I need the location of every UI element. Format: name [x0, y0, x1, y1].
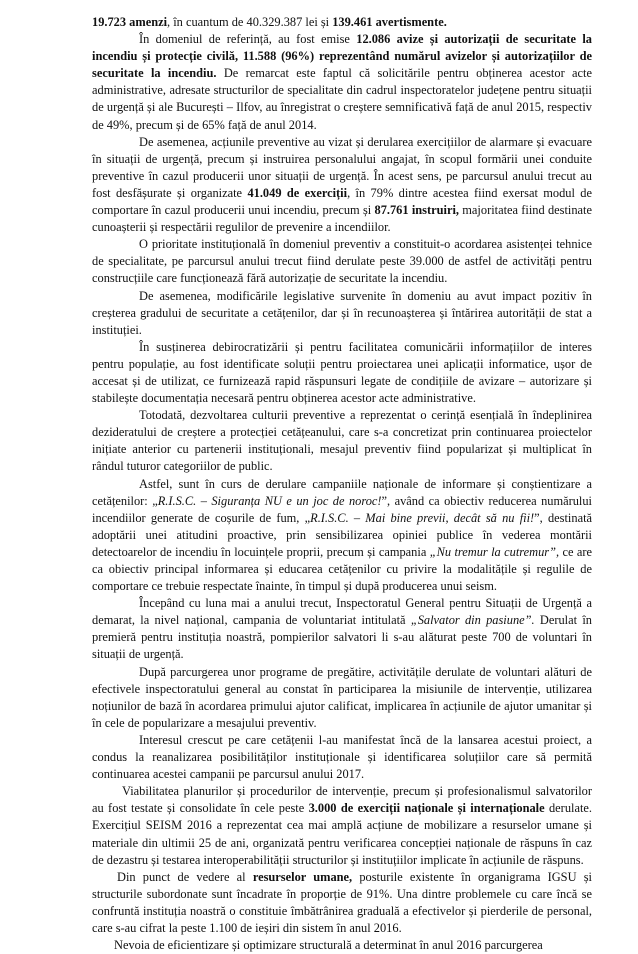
italic-text: „Salvator din pasiune”.: [410, 613, 535, 628]
text-run: Nevoia de eficientizare și optimizare structurală a determinat în anul 2016 parcurgerea: [114, 938, 543, 953]
paragraph-volunteer-activities: [92, 664, 592, 732]
bold-text: 87.761 instruiri,: [374, 203, 460, 218]
paragraph-fire-safety-permits: [92, 31, 592, 134]
paragraph-intervention-exercises: [92, 783, 592, 868]
paragraph-structural-optimization: [92, 937, 592, 954]
text-run: Derulat în premieră pentru instituția noastră, pompierilor salvatori li s-au alăturat peste 700 de voluntari în situații de urgență.: [92, 613, 592, 662]
bold-text: 41.049 de exerciții: [247, 185, 348, 200]
paragraph-legislative-changes: [92, 288, 592, 339]
text-run: După parcurgerea unor programe de pregătire, activitățile derulate de voluntari alături de efectivele inspectoratului general au constat în participarea la misiunile de intervenție, utilizarea noțiunilor de bază în acordarea primului ajutor calificat, implicarea în acțiunile de ajutor umanitar și în cele de popularizare a mesajului preventiv.: [92, 664, 592, 730]
text-run: , în cuantum de 40.329.387 lei și: [167, 15, 333, 29]
bold-text: resurselor umane,: [252, 869, 353, 884]
text-run: De asemenea, acțiunile preventive au vizat și derularea exercițiilor de alarmare și evacuare în situații de urgență, precum și instruirea personalului angajat, în scopul formării unei conduite preventive în cazul producerii unor situații de urgență. În acest sens, pe parcursul anului trecut au fost desfășurate și organizate: [92, 134, 592, 200]
text-run: De asemenea, modificările legislative survenite în domeniu au avut impact pozitiv în creșterea gradului de securitate a cetățenilor, dar și în recunoașterea și întărirea autorității de stat a instituției.: [92, 288, 592, 337]
text-run: În domeniul de referință, au fost emise: [139, 32, 357, 47]
text-run: , în 79% dintre acestea fiind exersat modul de comportare în cazul producerii unui incendiu, precum și: [92, 185, 592, 218]
bold-text: 12.086 avize și autorizații de securitate la incendiu și protecție civilă, 11.588 (96%) reprezentând numărul avizelor și autorizațiilor de securitate la incendiu.: [92, 32, 592, 81]
text-run: ce are ca obiectiv principal informarea și educarea cetățenilor cu privire la modalitățile și regulile de comportare ce trebuie respectate înainte, în timpul și după producerea unui seism.: [92, 544, 592, 594]
bold-text: 3.000 de exerciții naționale și internaționale: [308, 801, 545, 816]
text-run: Totodată, dezvoltarea culturii preventive a reprezentat o cerință esențială în îndeplinirea dezideratului de creștere a protecției cetățeanului, care s-a concretizat prin continuarea proiectelor inițiate anterior cu partenerii instituționali, mesajul preventiv fiind popularizat și multiplicat în rândul tuturor categoriilor de public.: [92, 408, 592, 474]
paragraph-campaign-continuation: [92, 732, 592, 783]
text-run: O prioritate instituțională în domeniul preventiv a constituit-o acordarea asistenței tehnice de specialitate, pe parcursul anului trecut fiind derulate peste 39.000 de astfel de activități pentru construcțiile care funcționează fără autorizație de securitate la incendiu.: [92, 237, 592, 286]
paragraph-national-campaigns: [92, 476, 592, 596]
text-run: ”, având ca obiectiv reducerea numărului incendiilor generate de coșurile de fum, „: [92, 493, 593, 525]
italic-text: R.I.S.C. – Mai bine previi, decât să nu fii!: [310, 510, 535, 525]
italic-text: R.I.S.C. – Siguranța NU e un joc de noroc!: [157, 493, 382, 508]
text-run: posturile existente în organigrama IGSU și structurile subordonate sunt încadrate în proporție de 91%. Una dintre problemele cu care încă se confruntă instituția noastră o constituie îmbătrânirea graduală a efectivelor și pierderile de personal, care s-au cifrat la peste 1.100 de ieșiri din sistem în anul 2016.: [92, 869, 592, 935]
text-run: Viabilitatea planurilor și procedurilor de intervenție, precum și profesionalismul salvatorilor au fost testate și consolidate în cele peste: [92, 784, 592, 816]
text-run: derulate. Exercițiul SEISM 2016 a reprezentat cea mai amplă acțiune de mobilizare a resurselor umane și materiale din ultimii 25 de ani, organizată pentru verificarea concepției naționale de răspuns în caz de dezastru și testarea interoperabilității structurilor și instituțiilor implicate în acțiunile de răspuns.: [92, 801, 592, 867]
bold-text: 19.723 amenzi: [92, 15, 168, 29]
text-run: În susținerea debirocratizării și pentru facilitatea comunicării informațiilor de interes pentru populație, au fost identificate soluții pentru proiectarea unei aplicații informatice, ușor de accesat și de utilizat, ce furnizează rapid răspunsuri legate de condițiile de avizare – autorizare și stabilește documentația necesară pentru obținerea acestor acte administrative.: [92, 339, 592, 406]
paragraph-fines-warnings: [92, 14, 592, 31]
paragraph-prevention-culture: [92, 407, 592, 475]
text-run: Interesul crescut pe care cetățenii l-au manifestat încă de la lansarea acestui proiect, a condus la reanalizarea posibilităților instituționale și identificarea soluțiilor care să permită continuarea acestei campanii pe parcursul anului 2017.: [92, 732, 592, 782]
text-run: Începând cu luna mai a anului trecut, Inspectoratul General pentru Situații de Urgență a demarat, la nivel național, campania de voluntariat intitulată: [92, 596, 592, 628]
paragraph-volunteer-campaign: [92, 595, 592, 663]
text-run: majoritatea fiind destinate cunoașterii și respectării regulilor de prevenire a incendiilor.: [92, 203, 593, 235]
paragraph-human-resources: [92, 869, 592, 937]
text-run: Din punct de vedere al: [117, 869, 253, 884]
paragraph-evacuation-exercises: [92, 134, 592, 237]
text-run: Astfel, sunt în curs de derulare campaniile naționale de informare și conștientizare a cetățenilor: „: [92, 476, 592, 508]
text-run: De remarcat este faptul că solicitările pentru obținerea acestor acte administrative, adresate structurilor de specialitate din cadrul inspectoratelor județene pentru situații de urgență și ale București – Ilfov, au înregistrat o creștere semnificativă față de anul 2015, respectiv de 49%, precum și de 65% față de anul 2014.: [92, 66, 592, 132]
italic-text: „Nu tremur la cutremur”,: [429, 544, 560, 559]
paragraph-debureaucratization: [92, 339, 592, 407]
text-run: ”, destinată adoptării unei atitudini proactive, prin sensibilizarea opiniei publice în vederea montării detectoarelor de incendiu în locuințele proprii, precum și campania: [92, 510, 593, 559]
bold-text: 139.461 avertismente.: [332, 15, 447, 29]
paragraph-technical-assistance: [92, 236, 592, 287]
